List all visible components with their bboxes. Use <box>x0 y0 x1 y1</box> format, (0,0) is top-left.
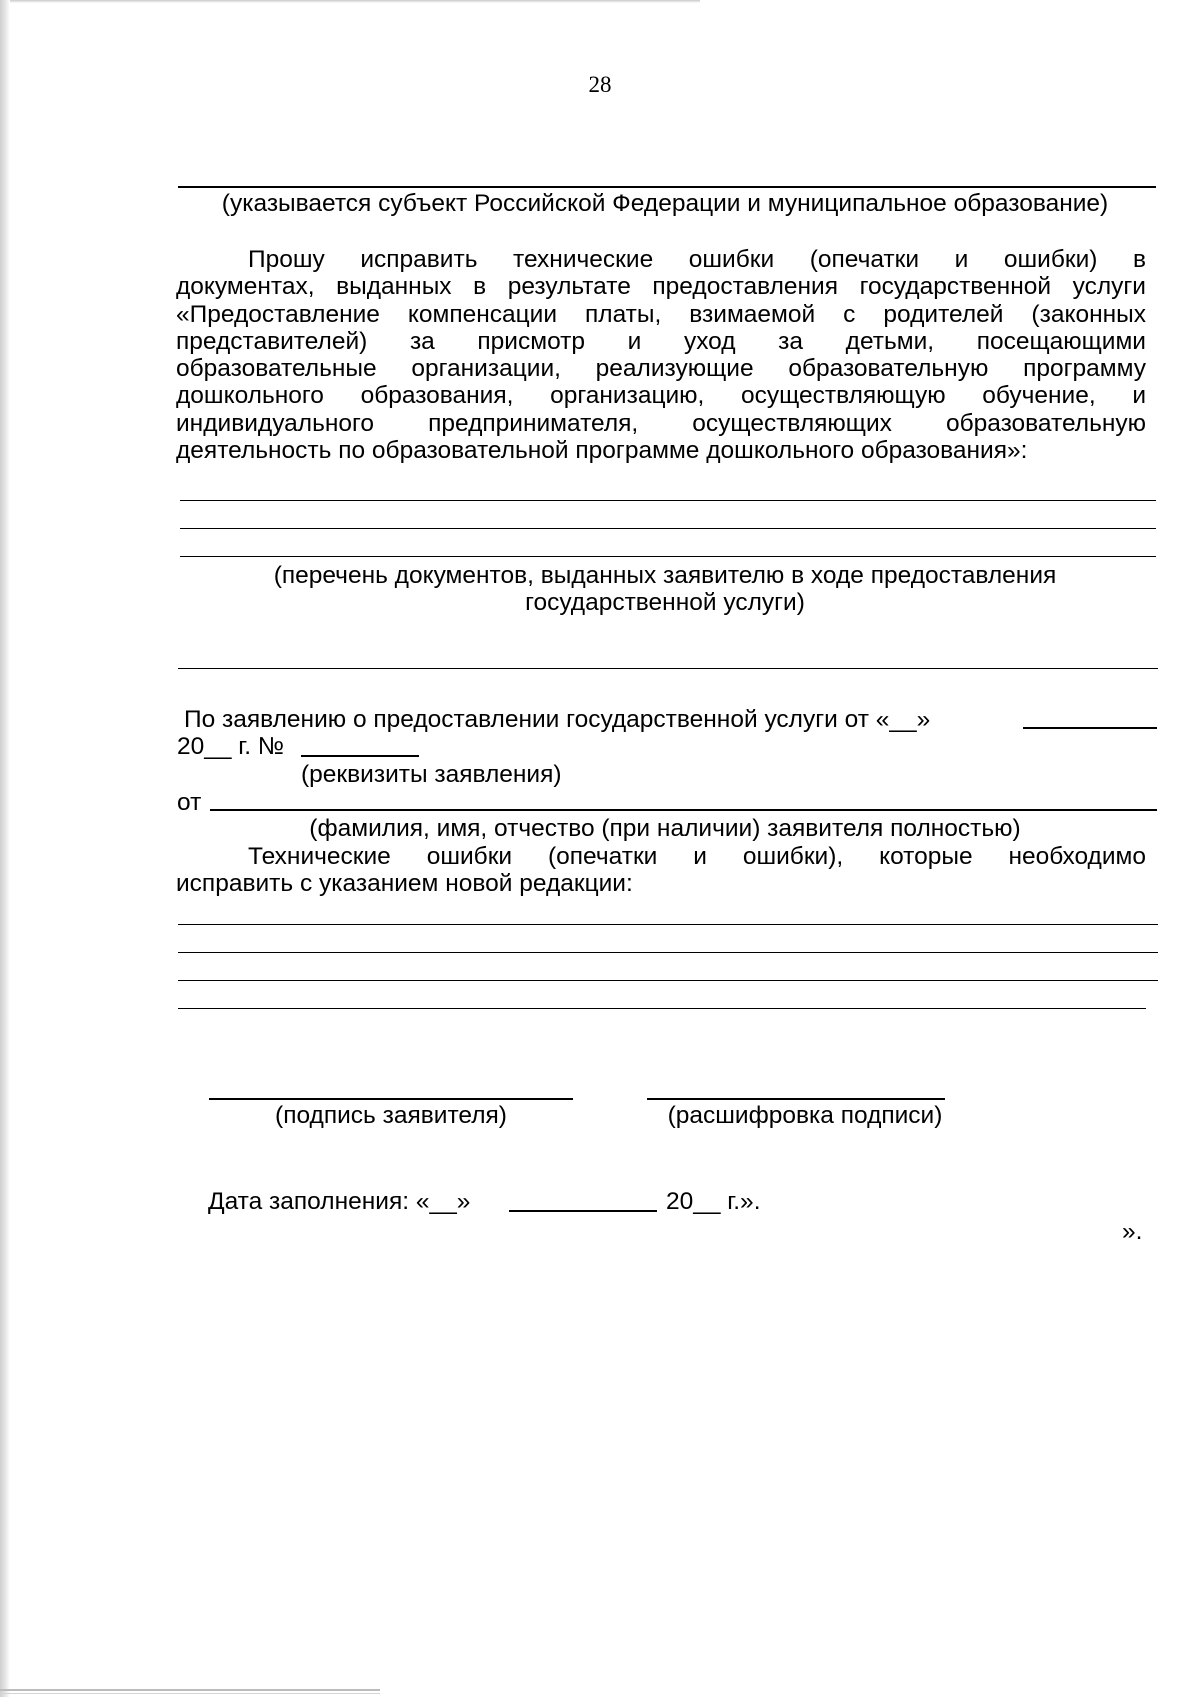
page-number: 28 <box>588 72 612 97</box>
subject-caption: (указывается субъект Российской Федерации и муниципальное образование) <box>221 190 1109 217</box>
from-label: от <box>177 789 202 816</box>
documents-fill-line-2[interactable] <box>180 528 1156 529</box>
documents-fill-line-3[interactable] <box>180 556 1156 557</box>
errors-fill-line-2[interactable] <box>178 952 1158 953</box>
documents-caption-line-2: государственной услуги) <box>525 589 805 616</box>
request-line-7: индивидуального предпринимателя, осуществляющих образовательную <box>176 409 1146 437</box>
signature-caption: (подпись заявителя) <box>275 1102 507 1129</box>
request-paragraph <box>176 246 1146 464</box>
errors-fill-line-1[interactable] <box>178 924 1158 925</box>
documents-fill-line-1[interactable] <box>180 500 1156 501</box>
request-line-8: деятельность по образовательной программе дошкольного образования»: <box>176 437 1028 465</box>
request-line-4: представителей) за присмотр и уход за детьми, посещающими <box>176 327 1146 355</box>
application-line-2: 20__ г. № <box>177 733 285 760</box>
applicant-caption: (фамилия, имя, отчество (при наличии) заявителя полностью) <box>309 815 1021 842</box>
scan-edge-bottom <box>0 1689 380 1694</box>
closing-mark: ». <box>1122 1218 1143 1245</box>
errors-fill-line-4[interactable] <box>178 1008 1146 1009</box>
scan-edge-left <box>0 0 10 1697</box>
date-label-prefix: Дата заполнения: «__» <box>208 1188 471 1215</box>
date-label-suffix: 20__ г.». <box>666 1188 761 1215</box>
errors-paragraph <box>176 843 1146 898</box>
application-line-1: По заявлению о предоставлении государственной услуги от «__» <box>184 706 931 733</box>
documents-caption-line-1: (перечень документов, выданных заявителю в ходе предоставления <box>273 562 1057 589</box>
scan-edge-top <box>10 0 700 3</box>
signature-decode-caption: (расшифровка подписи) <box>667 1102 943 1129</box>
request-line-6: дошкольного образования, организацию, осуществляющую обучение, и <box>176 382 1146 410</box>
date-month-fill[interactable] <box>509 1210 657 1212</box>
separator-fill-line[interactable] <box>178 668 1158 669</box>
application-date-fill[interactable] <box>1023 727 1157 729</box>
request-line-2: документах, выданных в результате предоставления государственной услуги <box>176 273 1146 301</box>
request-line-3: «Предоставление компенсации платы, взимаемой с родителей (законных <box>176 300 1146 328</box>
subject-fill-line <box>178 186 1156 188</box>
request-line-1: Прошу исправить технические ошибки (опечатки и ошибки) в <box>248 246 1146 273</box>
signature-decode-fill-line[interactable] <box>647 1098 945 1100</box>
errors-line-1: Технические ошибки (опечатки и ошибки), которые необходимо <box>248 843 1146 870</box>
errors-line-2: исправить с указанием новой редакции: <box>176 870 633 898</box>
signature-fill-line[interactable] <box>209 1098 573 1100</box>
application-number-fill[interactable] <box>301 755 419 757</box>
errors-fill-line-3[interactable] <box>178 980 1158 981</box>
applicant-fill-line[interactable] <box>210 809 1157 811</box>
request-line-5: образовательные организации, реализующие образовательную программу <box>176 355 1146 383</box>
application-caption: (реквизиты заявления) <box>301 761 562 788</box>
